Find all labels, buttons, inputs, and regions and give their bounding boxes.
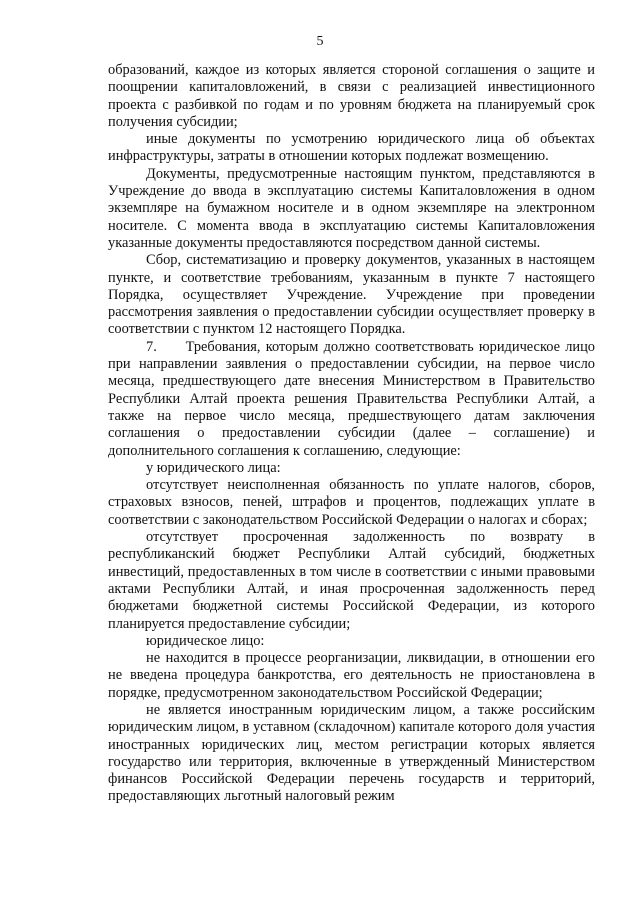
paragraph-not-in-reorganization: не находится в процессе реорганизации, ликвидации, в отношении его не введена процедура банкротства, его деятельность не приостановлена в порядке, предусмотренном законодательством Российской Федерации; xyxy=(108,650,595,701)
paragraph-no-tax-debt: отсутствует неисполненная обязанность по уплате налогов, сборов, страховых взносов, пеней, штрафов и процентов, подлежащих уплате в соответствии с законодательством Российской Федерации о налогах и сборах; xyxy=(108,477,595,528)
paragraph-not-foreign-entity: не является иностранным юридическим лицом, а также российским юридическим лицом, в уставном (складочном) капитале которого доля участия иностранных юридических лиц, местом регистрации которых является государство или территория, включенные в утвержденный Министерством финансов Российской Федерации перечень государств и территорий, предоставляющих льготный налоговый режим xyxy=(108,701,595,805)
paragraph-legal-entity-has: у юридического лица: xyxy=(146,459,281,476)
paragraph-legal-entity: юридическое лицо: xyxy=(146,632,265,649)
page-number: 5 xyxy=(316,34,324,49)
paragraph-section-7-requirements: 7. Требования, которым должно соответствовать юридическое лицо при направлении заявления о предоставлении субсидии, на первое число месяца, предшествующего дате внесения Министерством в Правительство Республики Алтай проекта решения Правительства Республики Алтай, а также на первое число месяца, предшествующего датам заключения соглашения о предоставлении субсидии (далее – соглашение) и дополнительного соглашения к соглашению, следующие: xyxy=(108,338,595,459)
paragraph-document-verification: Сбор, систематизацию и проверку документов, указанных в настоящем пункте, и соответствие требованиям, указанным в пункте 7 настоящего Порядка, осуществляет Учреждение. Учреждение при проведении рассмотрения заявления о предоставлении субсидии осуществляет проверку в соответствии с пунктом 12 настоящего Порядка. xyxy=(108,252,595,338)
paragraph-other-documents: иные документы по усмотрению юридического лица об объектах инфраструктуры, затраты в отношении которых подлежат возмещению. xyxy=(108,131,595,165)
paragraph-continuation: образований, каждое из которых является стороной соглашения о защите и поощрении капиталовложений, в связи с реализацией инвестиционного проекта с разбивкой по годам и по уровням бюджета на планируемый срок получения субсидии; xyxy=(108,62,595,130)
document-body xyxy=(108,62,595,806)
paragraph-no-overdue-debt: отсутствует просроченная задолженность по возврату в республиканский бюджет Республики Алтай субсидий, бюджетных инвестиций, предоставленных в том числе в соответствии с иными правовыми актами Республики Алтай, и иная просроченная задолженность перед бюджетами бюджетной системы Российской Федерации, из которого планируется предоставление субсидии; xyxy=(108,529,595,632)
paragraph-documents-submission: Документы, предусмотренные настоящим пунктом, представляются в Учреждение до ввода в эксплуатацию системы Капиталовложения в одном экземпляре на бумажном носителе и в одном экземпляре на электронном носителе. С момента ввода в эксплуатацию системы Капиталовложения указанные документы предоставляются посредством данной системы. xyxy=(108,165,595,251)
